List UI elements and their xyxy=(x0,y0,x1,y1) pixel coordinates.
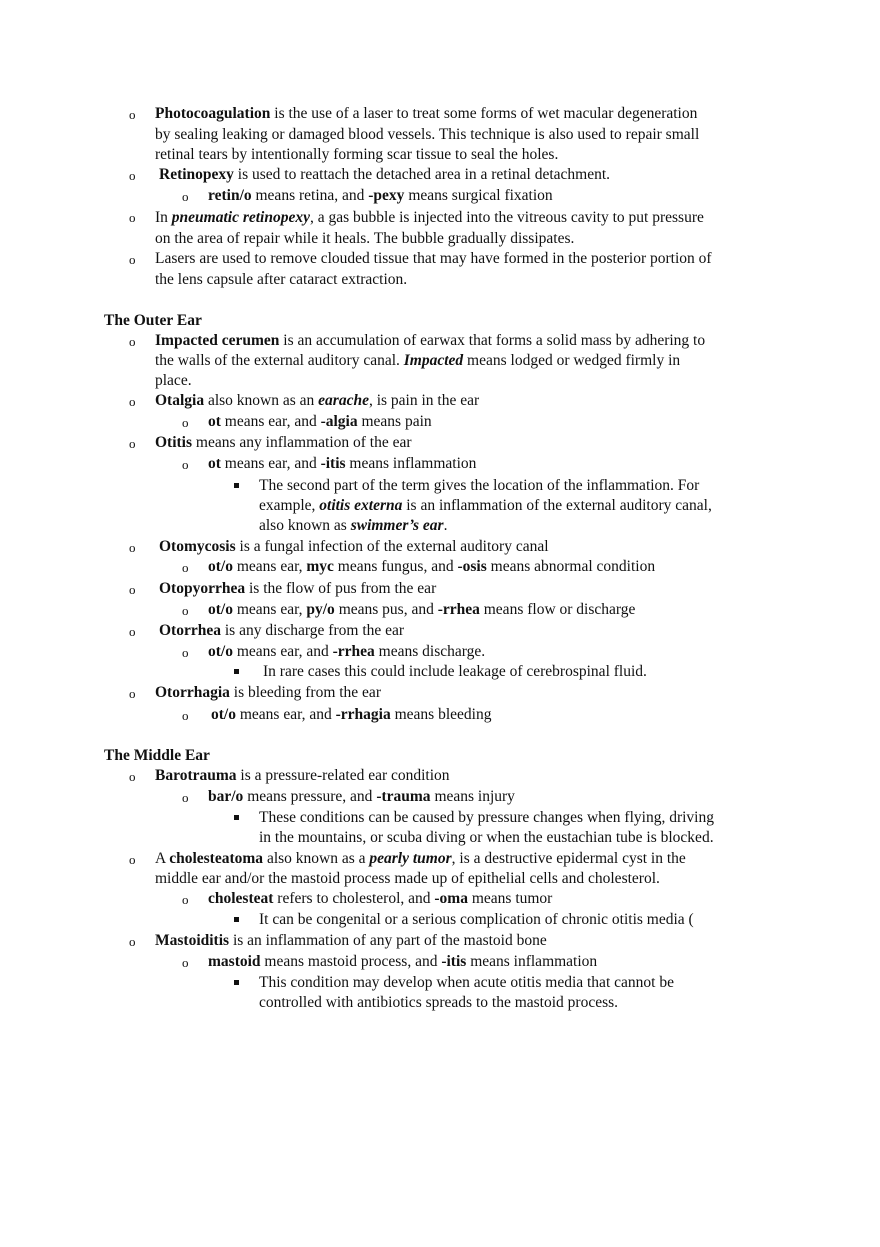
barotrauma-bullet-line2: in the mountains, or scuba diving or when the eustachian tube is blocked. xyxy=(259,829,714,846)
lasers-line2: the lens capsule after cataract extraction. xyxy=(155,271,408,288)
otitis-bullet-line1: The second part of the term gives the location of the inflammation. For xyxy=(259,477,700,494)
circle-bullet: o xyxy=(182,955,189,970)
cerumen-line3: place. xyxy=(155,372,192,389)
barotrauma-sub: bar/o means pressure, and -trauma means injury xyxy=(208,788,515,805)
heading-outer-ear: The Outer Ear xyxy=(104,312,202,329)
cerumen-line1: Impacted cerumen is an accumulation of earwax that forms a solid mass by adhering to xyxy=(155,332,706,349)
otopyorrhea-sub: ot/o means ear, py/o means pus, and -rrhea means flow or discharge xyxy=(208,601,636,618)
circle-bullet: o xyxy=(129,769,136,784)
square-bullet xyxy=(234,980,239,985)
circle-bullet: o xyxy=(129,107,136,122)
circle-bullet: o xyxy=(129,582,136,597)
circle-bullet: o xyxy=(129,436,136,451)
mastoiditis-bullet-line2: controlled with antibiotics spreads to the mastoid process. xyxy=(259,994,619,1011)
circle-bullet: o xyxy=(182,415,189,430)
circle-bullet: o xyxy=(129,168,136,183)
otorrhagia-line1: Otorrhagia is bleeding from the ear xyxy=(155,684,381,701)
otomycosis-line1: Otomycosis is a fungal infection of the external auditory canal xyxy=(159,538,549,555)
mastoiditis-sub: mastoid means mastoid process, and -itis means inflammation xyxy=(208,953,598,970)
retinopexy-line1: Retinopexy is used to reattach the detached area in a retinal detachment. xyxy=(159,166,611,183)
circle-bullet: o xyxy=(129,394,136,409)
otalgia-line1: Otalgia also known as an earache, is pain in the ear xyxy=(155,392,480,409)
circle-bullet: o xyxy=(182,645,189,660)
pneumatic-line2: on the area of repair while it heals. The bubble gradually dissipates. xyxy=(155,230,575,247)
photocoagulation-line1: Photocoagulation is the use of a laser to treat some forms of wet macular degeneration xyxy=(155,105,698,122)
barotrauma-bullet-line1: These conditions can be caused by pressure changes when flying, driving xyxy=(259,809,714,826)
square-bullet xyxy=(234,669,239,674)
lasers-line1: Lasers are used to remove clouded tissue that may have formed in the posterior portion of xyxy=(155,250,712,267)
square-bullet xyxy=(234,917,239,922)
circle-bullet: o xyxy=(129,252,136,267)
otitis-sub: ot means ear, and -itis means inflammation xyxy=(208,455,477,472)
circle-bullet: o xyxy=(182,560,189,575)
otalgia-sub: ot means ear, and -algia means pain xyxy=(208,413,432,430)
barotrauma-line1: Barotrauma is a pressure-related ear condition xyxy=(155,767,450,784)
cholesteatoma-sub: cholesteat refers to cholesterol, and -oma means tumor xyxy=(208,890,553,907)
otitis-bullet-line2: example, otitis externa is an inflammation of the external auditory canal, xyxy=(259,497,712,514)
otitis-line1: Otitis means any inflammation of the ear xyxy=(155,434,412,451)
otorrhea-bullet: In rare cases this could include leakage of cerebrospinal fluid. xyxy=(263,663,647,680)
cerumen-line2: the walls of the external auditory canal. Impacted means lodged or wedged firmly in xyxy=(155,352,681,369)
circle-bullet: o xyxy=(182,892,189,907)
otorrhea-line1: Otorrhea is any discharge from the ear xyxy=(159,622,405,639)
mastoiditis-bullet-line1: This condition may develop when acute otitis media that cannot be xyxy=(259,974,674,991)
photocoagulation-line2: by sealing leaking or damaged blood vessels. This technique is also used to repair small xyxy=(155,126,700,143)
heading-middle-ear: The Middle Ear xyxy=(104,747,210,764)
photocoagulation-line3: retinal tears by intentionally forming scar tissue to seal the holes. xyxy=(155,146,559,163)
circle-bullet: o xyxy=(129,624,136,639)
retinopexy-sub: retin/o means retina, and -pexy means surgical fixation xyxy=(208,187,553,204)
circle-bullet: o xyxy=(129,852,136,867)
circle-bullet: o xyxy=(129,334,136,349)
otorrhagia-sub: ot/o means ear, and -rrhagia means bleeding xyxy=(211,706,492,723)
circle-bullet: o xyxy=(182,708,189,723)
circle-bullet: o xyxy=(182,189,189,204)
circle-bullet: o xyxy=(129,934,136,949)
square-bullet xyxy=(234,483,239,488)
circle-bullet: o xyxy=(182,457,189,472)
mastoiditis-line1: Mastoiditis is an inflammation of any part of the mastoid bone xyxy=(155,932,547,949)
pneumatic-line1: In pneumatic retinopexy, a gas bubble is injected into the vitreous cavity to put pressure xyxy=(155,209,704,226)
cholesteatoma-bullet: It can be congenital or a serious complication of chronic otitis media ( xyxy=(259,911,694,928)
otopyorrhea-line1: Otopyorrhea is the flow of pus from the ear xyxy=(159,580,437,597)
circle-bullet: o xyxy=(182,603,189,618)
circle-bullet: o xyxy=(129,686,136,701)
square-bullet xyxy=(234,815,239,820)
otorrhea-sub: ot/o means ear, and -rrhea means discharge. xyxy=(208,643,486,660)
circle-bullet: o xyxy=(129,540,136,555)
circle-bullet: o xyxy=(129,210,136,225)
otitis-bullet-line3: also known as swimmer’s ear. xyxy=(259,517,448,534)
circle-bullet: o xyxy=(182,790,189,805)
otomycosis-sub: ot/o means ear, myc means fungus, and -osis means abnormal condition xyxy=(208,558,656,575)
cholesteatoma-line2: middle ear and/or the mastoid process made up of epithelial cells and cholesterol. xyxy=(155,870,660,887)
cholesteatoma-line1: A cholesteatoma also known as a pearly tumor, is a destructive epidermal cyst in the xyxy=(155,850,686,867)
